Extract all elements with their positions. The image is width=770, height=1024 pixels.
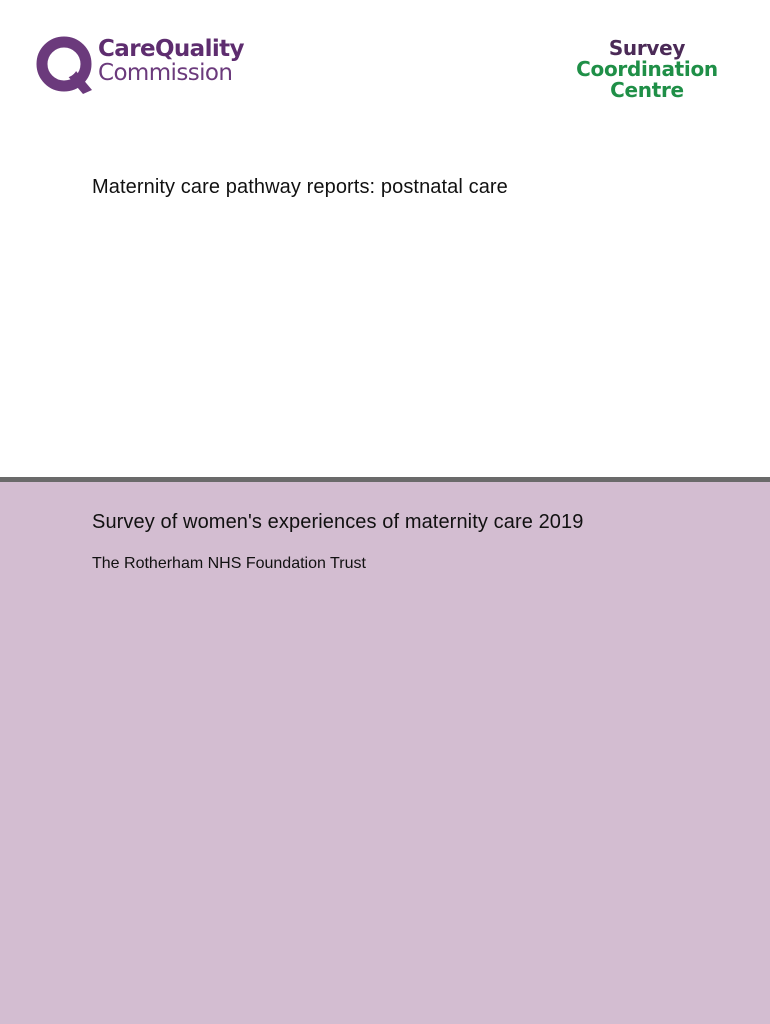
- trust-name: The Rotherham NHS Foundation Trust: [92, 555, 366, 572]
- scc-logo: [562, 38, 732, 101]
- report-title: Maternity care pathway reports: postnatal care: [92, 176, 508, 198]
- cqc-wordmark-line2: Commission: [98, 60, 233, 86]
- survey-title: Survey of women's experiences of maternity care 2019: [92, 511, 584, 533]
- cqc-q-logo-icon: [36, 36, 96, 98]
- cqc-wordmark-line1: CareQuality: [98, 36, 244, 62]
- cqc-wordmark: [98, 37, 244, 85]
- cqc-logo: [36, 36, 256, 100]
- scc-wordmark-line1: Survey: [608, 36, 686, 60]
- scc-wordmark-line2: Coordination: [576, 57, 718, 81]
- scc-wordmark-line3: Centre: [610, 78, 684, 102]
